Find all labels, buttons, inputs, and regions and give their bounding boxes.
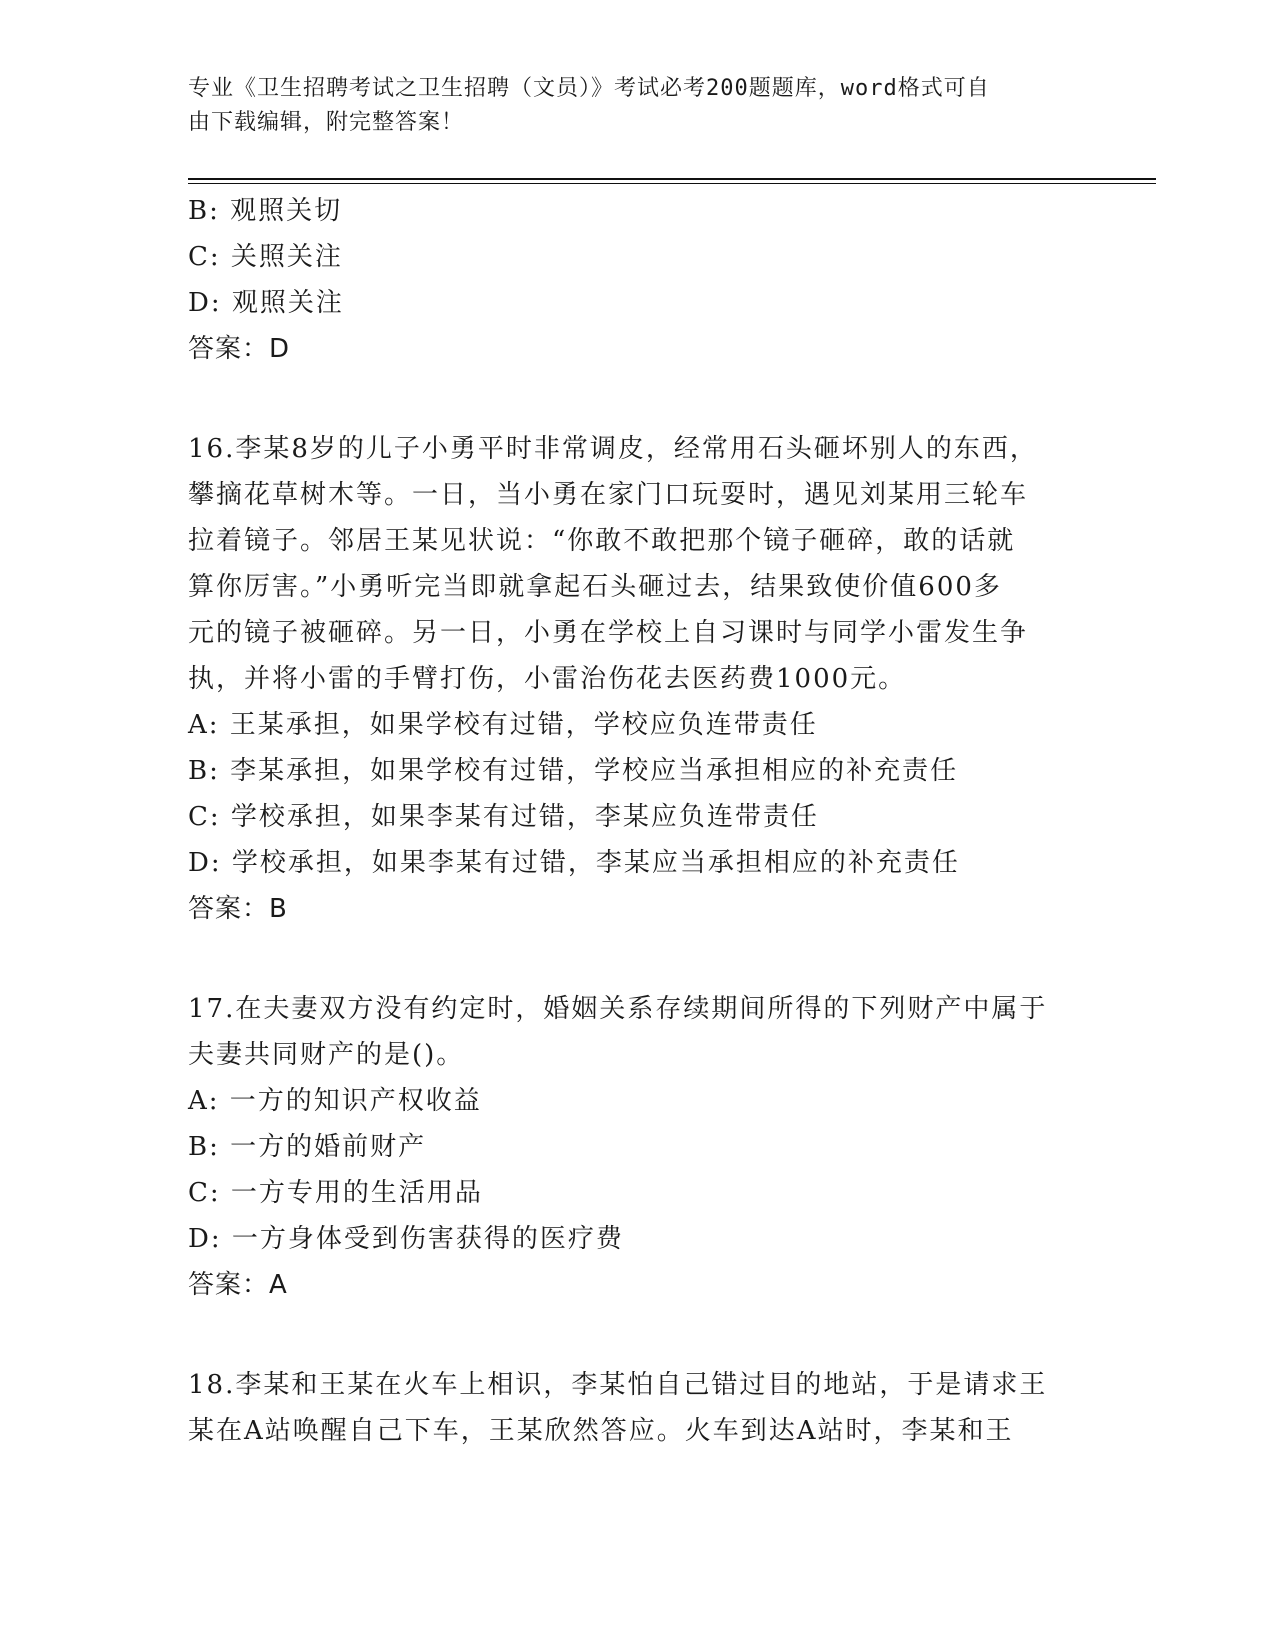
header-line-2: 由下载编辑，附完整答案！ — [188, 110, 465, 135]
question-text-line: 拉着镜子。邻居王某见状说：“你敢不敢把那个镜子砸碎，敢的话就 — [188, 526, 1016, 556]
question-text-line: 16.李某8岁的儿子小勇平时非常调皮，经常用石头砸坏别人的东西， — [188, 434, 1038, 464]
option-d: D: 观照关注 — [188, 288, 344, 318]
question-text-line: 元的镜子被砸碎。另一日，小勇在学校上自习课时与同学小雷发生争 — [188, 618, 1029, 648]
header-line-1: 专业《卫生招聘考试之卫生招聘（文员）》考试必考200题题库，word格式可自 — [188, 76, 990, 101]
header-divider-thick — [188, 178, 1156, 180]
option-b: B: 一方的婚前财产 — [188, 1132, 427, 1162]
question-text-line: 17.在夫妻双方没有约定时，婚姻关系存续期间所得的下列财产中属于 — [188, 994, 1048, 1024]
answer-line: 答案：B — [188, 894, 288, 924]
option-a: A: 一方的知识产权收益 — [188, 1086, 482, 1116]
option-b: B: 观照关切 — [188, 196, 343, 226]
answer-line: 答案：D — [188, 334, 291, 364]
question-17 — [188, 986, 1088, 1308]
question-16 — [188, 426, 1088, 932]
option-d: D: 学校承担，如果李某有过错，李某应当承担相应的补充责任 — [188, 848, 960, 878]
question-18 — [188, 1362, 1088, 1454]
question-text-line: 某在A站唤醒自己下车，王某欣然答应。火车到达A站时，李某和王 — [188, 1416, 1014, 1446]
option-b: B: 李某承担，如果学校有过错，学校应当承担相应的补充责任 — [188, 756, 959, 786]
option-c: C: 学校承担，如果李某有过错，李某应负连带责任 — [188, 802, 819, 832]
answer-line: 答案：A — [188, 1270, 288, 1300]
question-text-line: 执，并将小雷的手臂打伤，小雷治伤花去医药费1000元。 — [188, 664, 907, 694]
option-d: D: 一方身体受到伤害获得的医疗费 — [188, 1224, 624, 1254]
spacer — [188, 1308, 1088, 1362]
question-text-line: 18.李某和王某在火车上相识，李某怕自己错过目的地站，于是请求王 — [188, 1370, 1048, 1400]
question-text-line: 攀摘花草树木等。一日，当小勇在家门口玩耍时，遇见刘某用三轮车 — [188, 480, 1029, 510]
option-a: A: 王某承担，如果学校有过错，学校应负连带责任 — [188, 710, 818, 740]
option-c: C: 关照关注 — [188, 242, 343, 272]
document-body — [188, 188, 1088, 1454]
option-c: C: 一方专用的生活用品 — [188, 1178, 483, 1208]
question-15 — [188, 188, 1088, 372]
question-text-line: 算你厉害。”小勇听完当即就拿起石头砸过去，结果致使价值600多 — [188, 572, 1002, 602]
header-divider-thin — [188, 183, 1156, 184]
question-text-line: 夫妻共同财产的是()。 — [188, 1040, 465, 1070]
spacer — [188, 932, 1088, 986]
document-header — [188, 72, 1068, 140]
spacer — [188, 372, 1088, 426]
